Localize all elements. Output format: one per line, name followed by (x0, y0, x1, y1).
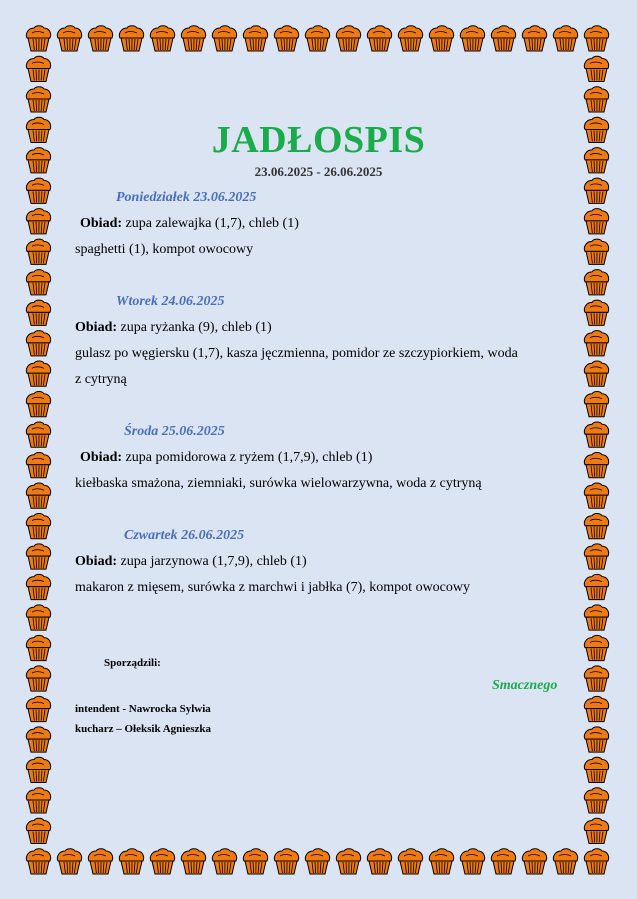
tuesday-soup: zupa ryżanka (9), chleb (1) (117, 320, 272, 335)
muffin-icon (26, 331, 50, 356)
muffin-icon (584, 392, 608, 417)
day-heading-monday: Poniedziałek 23.06.2025 (116, 190, 257, 205)
muffin-icon (150, 26, 174, 51)
intendent-name: intendent - Nawrocka Sylwia (75, 703, 211, 715)
muffin-icon (26, 788, 50, 813)
muffin-icon (181, 849, 205, 874)
muffin-icon (243, 26, 267, 51)
muffin-icon (522, 849, 546, 874)
muffin-icon (26, 666, 50, 691)
muffin-icon (522, 26, 546, 51)
obiad-label: Obiad: (80, 216, 123, 231)
muffin-icon (119, 849, 143, 874)
muffin-icon (26, 605, 50, 630)
muffin-icon (584, 574, 608, 599)
muffin-icon (367, 849, 391, 874)
thursday-main: makaron z mięsem, surówka z marchwi i jabłka (7), kompot owocowy (75, 580, 471, 595)
tuesday-main: gulasz po węgiersku (1,7), kasza jęczmienna, pomidor ze szczypiorkiem, woda (75, 346, 518, 361)
muffin-icon (584, 422, 608, 447)
muffin-icon (553, 26, 577, 51)
muffin-icon (26, 513, 50, 538)
muffin-icon (336, 849, 360, 874)
muffin-icon (584, 56, 608, 81)
muffin-icon (398, 26, 422, 51)
wednesday-soup: zupa pomidorowa z ryżem (1,7,9), chleb (1) (122, 450, 373, 465)
date-range: 23.06.2025 - 26.06.2025 (254, 164, 383, 179)
tuesday-lunch (75, 320, 272, 336)
muffin-icon (26, 56, 50, 81)
monday-lunch (80, 216, 299, 232)
day-heading-thursday: Czwartek 26.06.2025 (124, 528, 245, 543)
muffin-icon (26, 696, 50, 721)
muffin-icon (119, 26, 143, 51)
muffin-icon (584, 331, 608, 356)
muffin-icon (274, 26, 298, 51)
muffin-icon (26, 818, 50, 843)
muffin-icon (243, 849, 267, 874)
muffin-icon (26, 635, 50, 660)
muffin-icon (584, 757, 608, 782)
muffin-icon (491, 26, 515, 51)
muffin-icon (584, 696, 608, 721)
muffin-icon (57, 26, 81, 51)
muffin-icon (584, 605, 608, 630)
smacznego-text: Smacznego (492, 678, 558, 693)
muffin-icon (26, 209, 50, 234)
monday-main: spaghetti (1), kompot owocowy (75, 242, 254, 257)
wednesday-lunch (80, 450, 372, 466)
obiad-label: Obiad: (75, 554, 118, 569)
muffin-icon (491, 849, 515, 874)
muffin-icon (26, 757, 50, 782)
muffin-icon (305, 26, 329, 51)
muffin-icon (460, 26, 484, 51)
muffin-icon (460, 849, 484, 874)
muffin-icon (584, 361, 608, 386)
muffin-icon (26, 727, 50, 752)
muffin-icon (212, 849, 236, 874)
muffin-icon (26, 849, 50, 874)
muffin-icon (584, 270, 608, 295)
muffin-icon (305, 849, 329, 874)
muffin-icon (26, 422, 50, 447)
thursday-soup: zupa jarzynowa (1,7,9), chleb (1) (117, 554, 307, 569)
muffin-icon (88, 26, 112, 51)
muffin-icon (212, 26, 236, 51)
muffin-icon (584, 544, 608, 569)
muffin-icon (584, 788, 608, 813)
day-heading-tuesday: Wtorek 24.06.2025 (116, 294, 225, 309)
muffin-icon (584, 849, 608, 874)
muffin-icon (584, 87, 608, 112)
wednesday-main: kiełbaska smażona, ziemniaki, surówka wielowarzywna, woda z cytryną (75, 476, 482, 491)
muffin-icon (584, 513, 608, 538)
muffin-icon (26, 483, 50, 508)
muffin-icon (429, 849, 453, 874)
muffin-icon (584, 26, 608, 51)
muffin-icon (398, 849, 422, 874)
muffin-icon (584, 727, 608, 752)
obiad-label: Obiad: (75, 320, 118, 335)
muffin-icon (584, 239, 608, 264)
muffin-icon (553, 849, 577, 874)
muffin-icon (26, 239, 50, 264)
prepared-label: Sporządzili: (104, 657, 161, 669)
thursday-lunch (75, 554, 307, 570)
muffin-icon (88, 849, 112, 874)
muffin-icon (26, 87, 50, 112)
muffin-icon (26, 544, 50, 569)
muffin-icon (26, 452, 50, 477)
muffin-icon (274, 849, 298, 874)
muffin-icon (584, 300, 608, 325)
muffin-icon (367, 26, 391, 51)
tuesday-main-cont: z cytryną (75, 372, 127, 387)
muffin-icon (336, 26, 360, 51)
muffin-icon (26, 270, 50, 295)
day-heading-wednesday: Środa 25.06.2025 (124, 424, 225, 439)
muffin-icon (584, 635, 608, 660)
muffin-icon (584, 209, 608, 234)
muffin-icon (57, 849, 81, 874)
muffin-icon (26, 574, 50, 599)
muffin-icon (429, 26, 453, 51)
muffin-icon (26, 361, 50, 386)
muffin-icon (26, 26, 50, 51)
muffin-icon (584, 666, 608, 691)
cook-name: kucharz – Ołeksik Agnieszka (75, 723, 211, 735)
monday-soup: zupa zalewajka (1,7), chleb (1) (122, 216, 299, 231)
page-title: JADŁOSPIS (211, 119, 426, 161)
muffin-icon (584, 452, 608, 477)
muffin-icon (26, 178, 50, 203)
muffin-icon (584, 818, 608, 843)
muffin-icon (26, 300, 50, 325)
muffin-icon (150, 849, 174, 874)
muffin-icon (584, 178, 608, 203)
muffin-icon (181, 26, 205, 51)
muffin-icon (26, 392, 50, 417)
muffin-icon (584, 483, 608, 508)
obiad-label: Obiad: (80, 450, 123, 465)
